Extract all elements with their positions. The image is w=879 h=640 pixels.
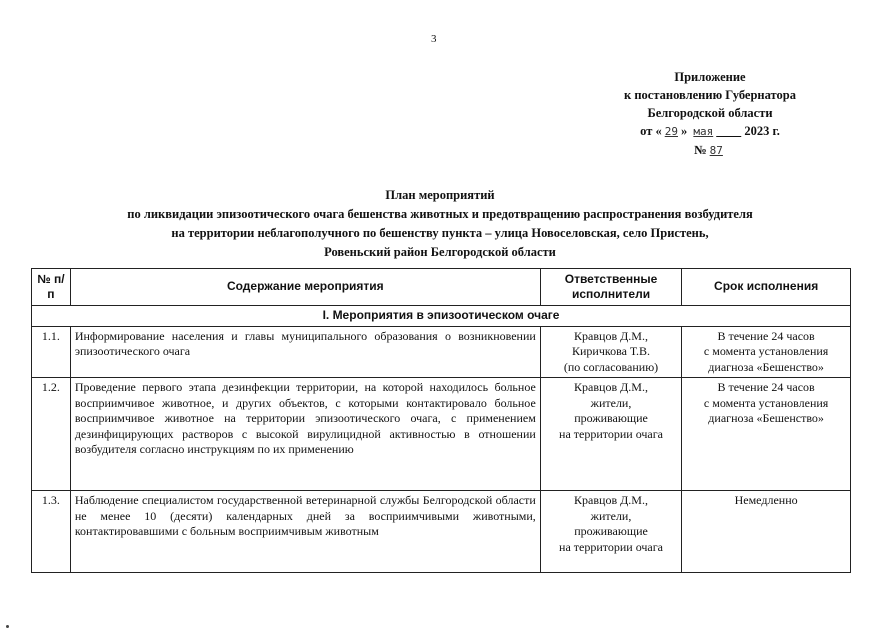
appendix-block bbox=[560, 68, 860, 160]
number-prefix: № bbox=[694, 143, 707, 157]
term-line: диагноза «Бешенство» bbox=[708, 359, 824, 374]
appendix-line-2: к постановлению Губернатора bbox=[624, 88, 796, 102]
appendix-line-3: Белгородской области bbox=[647, 106, 773, 120]
row-responsible bbox=[540, 491, 681, 573]
term-line: с момента установления bbox=[703, 395, 829, 410]
term-line: с момента установления bbox=[703, 344, 829, 358]
scan-speck bbox=[6, 625, 9, 628]
title-line-2: по ликвидации эпизоотического очага бешенства животных и предотвращению распространения возбудителя bbox=[127, 207, 753, 221]
responsible-line: проживающие bbox=[574, 411, 648, 425]
date-month: мая bbox=[693, 125, 714, 138]
responsible-line: на территории очага bbox=[559, 426, 663, 441]
responsible-line: Кравцов Д.М., bbox=[574, 493, 648, 507]
title-line-3: на территории неблагополучного по бешенству пункта – улица Новоселовская, село Пристень, bbox=[171, 226, 709, 240]
term-line: диагноза «Бешенство» bbox=[708, 411, 824, 425]
document-title bbox=[20, 186, 860, 262]
appendix-line-1: Приложение bbox=[674, 70, 746, 84]
responsible-line: на территории очага bbox=[559, 539, 663, 554]
row-term bbox=[682, 378, 851, 491]
section-title: I. Мероприятия в эпизоотическом очаге bbox=[32, 306, 851, 327]
responsible-line: Киричкова Т.В. bbox=[571, 344, 651, 358]
responsible-line: Кравцов Д.М., bbox=[574, 380, 648, 394]
header-content: Содержание мероприятия bbox=[70, 269, 540, 306]
date-year: 2023 г. bbox=[744, 124, 780, 138]
row-content: Информирование населения и главы муниципального образования о возникновении эпизоотического очага bbox=[70, 326, 540, 378]
appendix-number-line bbox=[560, 141, 860, 160]
row-term bbox=[682, 491, 851, 573]
date-mid: » bbox=[680, 124, 688, 138]
table-row bbox=[32, 378, 851, 491]
date-day: 29 bbox=[664, 125, 678, 138]
table-header-row bbox=[32, 269, 851, 306]
header-num: № п/п bbox=[32, 269, 71, 306]
document-number: 87 bbox=[709, 144, 723, 157]
date-prefix: от « bbox=[640, 124, 662, 138]
responsible-line: проживающие bbox=[574, 524, 648, 538]
plan-table bbox=[31, 268, 851, 573]
term-line: В течение 24 часов bbox=[717, 380, 815, 394]
table-row bbox=[32, 491, 851, 573]
responsible-line: (по согласованию) bbox=[563, 359, 659, 374]
row-term bbox=[682, 326, 851, 378]
header-responsible: Ответственные исполнители bbox=[540, 269, 681, 306]
row-responsible bbox=[540, 378, 681, 491]
row-content: Проведение первого этапа дезинфекции территории, на которой находилось больное восприимчивое животное, и других объектов, с которыми контактировало больное восприимчивое животное на территории эпизоотического очага, с применением дезинфицирующих растворов с высокой вирулицидной активностью в отношении возбудителя согласно инструкциям по их применению bbox=[70, 378, 540, 491]
responsible-line: Кравцов Д.М., bbox=[574, 328, 648, 343]
term-line: В течение 24 часов bbox=[717, 328, 815, 343]
title-line-1: План мероприятий bbox=[385, 188, 495, 202]
row-num: 1.1. bbox=[32, 326, 71, 378]
responsible-line: жители, bbox=[590, 395, 632, 410]
row-responsible bbox=[540, 326, 681, 378]
appendix-date-line bbox=[560, 122, 860, 141]
section-row bbox=[32, 306, 851, 327]
row-num: 1.3. bbox=[32, 491, 71, 573]
page-number: 3 bbox=[431, 33, 437, 45]
row-num: 1.2. bbox=[32, 378, 71, 491]
responsible-line: жители, bbox=[590, 508, 632, 523]
title-line-4: Ровеньский район Белгородской области bbox=[324, 245, 556, 259]
table-row bbox=[32, 326, 851, 378]
header-term: Срок исполнения bbox=[682, 269, 851, 306]
term-line: Немедленно bbox=[734, 493, 798, 507]
row-content: Наблюдение специалистом государственной ветеринарной службы Белгородской области не менее 10 (десяти) календарных дней за восприимчивыми животными, контактировавшими с больным восприимчивым животным bbox=[70, 491, 540, 573]
